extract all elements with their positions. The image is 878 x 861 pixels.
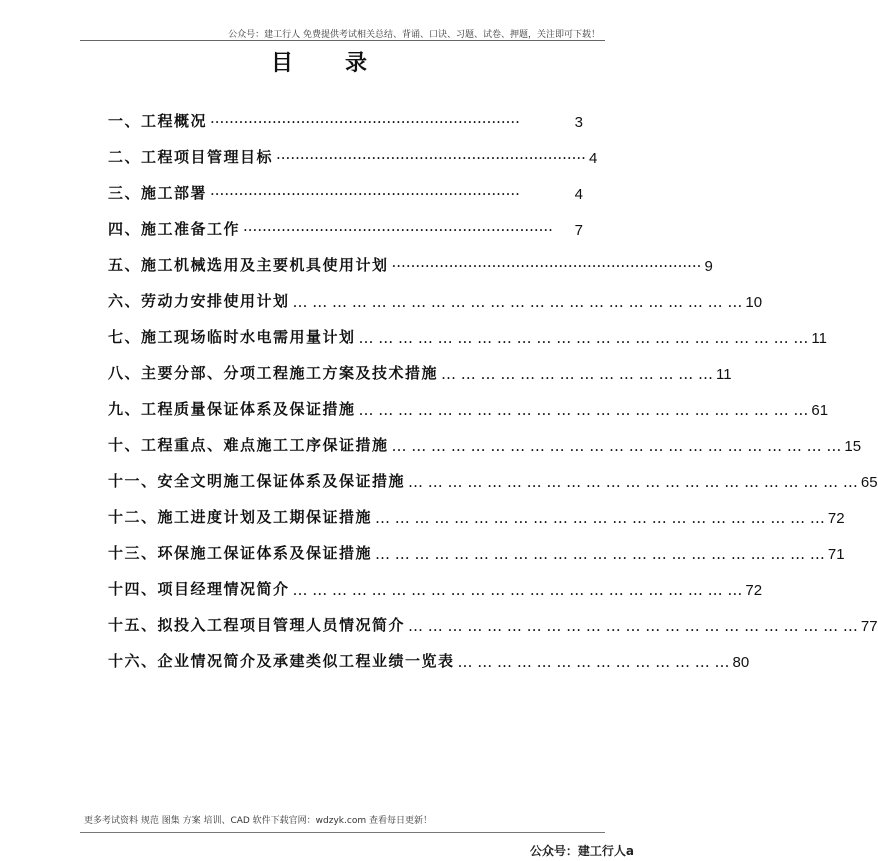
toc-page-number: 80 [732, 654, 750, 671]
toc-leader-dots: … … … … … … … … … … … … … … … … … … … … … … … [292, 581, 743, 599]
toc-entry[interactable] [108, 131, 598, 167]
table-of-contents [108, 95, 878, 671]
watermark-text: 公众号：建工行人a [529, 844, 634, 858]
toc-entry[interactable] [108, 635, 750, 671]
toc-page-number: 11 [716, 366, 732, 383]
toc-entry[interactable] [108, 563, 763, 599]
toc-entry[interactable] [108, 491, 845, 527]
toc-entry[interactable] [108, 455, 878, 491]
toc-entry-label: 十二、施工进度计划及工期保证措施 [108, 508, 373, 526]
toc-page-number: 77 [860, 618, 878, 635]
toc-page-number: 4 [588, 150, 598, 167]
toc-page-number: 7 [574, 222, 583, 239]
toc-entry-label: 十一、安全文明施工保证体系及保证措施 [108, 472, 406, 490]
toc-entry[interactable] [108, 383, 829, 419]
toc-entry[interactable] [108, 239, 713, 275]
toc-entry-label: 六、劳动力安排使用计划 [108, 292, 290, 310]
toc-entry-label: 八、主要分部、分项工程施工方案及技术措施 [108, 364, 439, 382]
toc-entry[interactable] [108, 203, 583, 239]
toc-entry-label: 十四、项目经理情况简介 [108, 580, 290, 598]
toc-page-number: 65 [860, 474, 878, 491]
toc-entry[interactable] [108, 167, 583, 203]
toc-entry-label: 九、工程质量保证体系及保证措施 [108, 400, 356, 418]
toc-entry-label: 二、工程项目管理目标 [108, 148, 274, 166]
toc-page-number: 72 [827, 510, 845, 527]
page-title: 目录 [270, 50, 419, 76]
toc-entry-label: 十五、拟投入工程项目管理人员情况简介 [108, 616, 406, 634]
toc-leader-dots: … … … … … … … … … … … … … … … … … … … … … … … [391, 437, 842, 455]
toc-leader-dots: … … … … … … … … … … … … … … … … … … … … … … … [408, 617, 858, 635]
toc-leader-dots: ································································· [243, 221, 553, 239]
toc-page-number: 71 [827, 546, 845, 563]
toc-leader-dots: ································································· [276, 149, 586, 167]
toc-entry-label: 四、施工准备工作 [108, 220, 241, 238]
footer-note: 更多考试资料 规范 图集 方案 培训、CAD 软件下载官网：wdzyk.com 查看每日更新！ [84, 816, 432, 826]
toc-page-number: 9 [704, 258, 713, 275]
toc-entry-label: 一、工程概况 [108, 112, 208, 130]
toc-entry[interactable] [108, 95, 583, 131]
toc-page-number: 3 [574, 114, 583, 131]
header-note: 公众号：建工行人 免费提供考试相关总结、背诵、口诀、习题、试卷、押题，关注即可下载！ [228, 30, 600, 40]
toc-leader-dots: … … … … … … … … … … … … … … … … … … … … … … … [358, 401, 809, 419]
toc-page-number: 10 [745, 294, 763, 311]
toc-entry[interactable] [108, 527, 845, 563]
toc-entry[interactable] [108, 275, 763, 311]
toc-entry[interactable] [108, 347, 732, 383]
toc-leader-dots: … … … … … … … … … … … … … … … … … … … … … … … [408, 473, 858, 491]
toc-entry-label: 五、施工机械选用及主要机具使用计划 [108, 256, 389, 274]
toc-leader-dots: … … … … … … … … … … … … … … [441, 365, 714, 383]
toc-entry[interactable] [108, 311, 827, 347]
toc-page-number: 11 [811, 330, 827, 347]
toc-leader-dots: ································································· [210, 185, 520, 203]
toc-entry-label: 三、施工部署 [108, 184, 208, 202]
toc-entry-label: 十六、企业情况简介及承建类似工程业绩一览表 [108, 652, 455, 670]
toc-leader-dots: … … … … … … … … … … … … … … … … … … … … … … … [358, 329, 809, 347]
toc-leader-dots: ································································· [391, 257, 702, 275]
header-rule [80, 40, 605, 41]
toc-entry[interactable] [108, 419, 862, 455]
toc-leader-dots: … … … … … … … … … … … … … … … … … … … … … … … [292, 293, 743, 311]
footer-rule [80, 832, 605, 833]
toc-entry-label: 七、施工现场临时水电需用量计划 [108, 328, 356, 346]
toc-entry[interactable] [108, 599, 878, 635]
toc-leader-dots: … … … … … … … … … … … … … … … … … … … … … … … [375, 509, 825, 527]
toc-entry-label: 十三、环保施工保证体系及保证措施 [108, 544, 373, 562]
toc-page-number: 61 [811, 402, 829, 419]
toc-page-number: 72 [745, 582, 763, 599]
toc-page-number: 4 [574, 186, 583, 203]
toc-leader-dots: … … … … … … … … … … … … … … … … … … … … … … … [375, 545, 825, 563]
toc-leader-dots: ································································· [210, 113, 520, 131]
toc-leader-dots: … … … … … … … … … … … … … … [457, 653, 730, 671]
toc-page-number: 15 [844, 438, 862, 455]
toc-entry-label: 十、工程重点、难点施工工序保证措施 [108, 436, 389, 454]
